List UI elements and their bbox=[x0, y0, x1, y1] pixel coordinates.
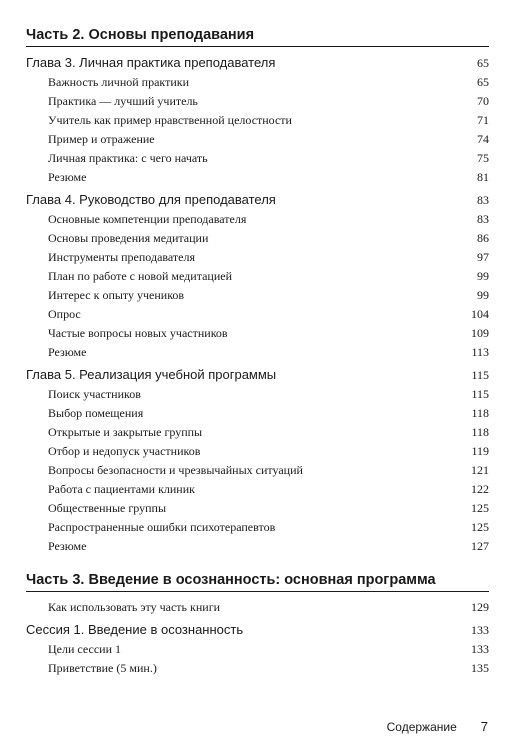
toc-entry bbox=[26, 640, 489, 659]
entry-title: Учитель как пример нравственной целостности bbox=[48, 113, 292, 127]
entry-title: Интерес к опыту учеников bbox=[48, 288, 185, 302]
entry-title: Практика — лучший учитель bbox=[48, 94, 198, 108]
chapter-page: 115 bbox=[471, 368, 489, 382]
entry-title: Отбор и недопуск участников bbox=[48, 444, 201, 458]
entry-title: Опрос bbox=[48, 307, 81, 321]
entry-page: 119 bbox=[471, 444, 489, 458]
entry-title: Вопросы безопасности и чрезвычайных ситуаций bbox=[48, 463, 303, 477]
toc-entry bbox=[26, 210, 489, 229]
entry-page: 118 bbox=[471, 406, 489, 420]
entry-title: Пример и отражение bbox=[48, 132, 155, 146]
toc-entry bbox=[26, 518, 489, 537]
table-of-contents bbox=[26, 26, 489, 678]
entry-page: 129 bbox=[471, 600, 489, 614]
toc-entry bbox=[26, 423, 489, 442]
entry-page: 99 bbox=[477, 269, 489, 283]
entry-title: Работа с пациентами клиник bbox=[48, 482, 195, 496]
toc-entry bbox=[26, 385, 489, 404]
entry-page: 81 bbox=[477, 170, 489, 184]
entry-page: 74 bbox=[477, 132, 489, 146]
entry-page: 99 bbox=[477, 288, 489, 302]
entry-page: 135 bbox=[471, 661, 489, 675]
entry-title: Как использовать эту часть книги bbox=[48, 600, 221, 614]
toc-entry bbox=[26, 168, 489, 187]
entry-page: 97 bbox=[477, 250, 489, 264]
entry-page: 121 bbox=[471, 463, 489, 477]
chapter-title: Глава 4. Руководство для преподавателя bbox=[26, 192, 276, 207]
entry-page: 71 bbox=[477, 113, 489, 127]
chapter-title: Глава 5. Реализация учебной программы bbox=[26, 367, 277, 382]
entry-page: 104 bbox=[471, 307, 489, 321]
toc-entry bbox=[26, 73, 489, 92]
toc-entry bbox=[26, 305, 489, 324]
entry-page: 125 bbox=[471, 501, 489, 515]
toc-entry bbox=[26, 659, 489, 678]
entry-page: 122 bbox=[471, 482, 489, 496]
page-number: 7 bbox=[480, 719, 488, 734]
entry-title: Приветствие (5 мин.) bbox=[48, 661, 157, 675]
toc-entry bbox=[26, 404, 489, 423]
entry-title: План по работе с новой медитацией bbox=[48, 269, 233, 283]
toc-entry bbox=[26, 229, 489, 248]
entry-title: Резюме bbox=[48, 170, 87, 184]
toc-entry bbox=[26, 537, 489, 556]
entry-page: 113 bbox=[471, 345, 489, 359]
entry-page: 125 bbox=[471, 520, 489, 534]
entry-title: Цели сессии 1 bbox=[48, 642, 121, 656]
toc-entry bbox=[26, 111, 489, 130]
entry-page: 65 bbox=[477, 75, 489, 89]
entry-title: Выбор помещения bbox=[48, 406, 144, 420]
entry-title: Личная практика: с чего начать bbox=[48, 151, 208, 165]
chapter-title: Глава 3. Личная практика преподавателя bbox=[26, 55, 276, 70]
toc-entry bbox=[26, 248, 489, 267]
toc-entry bbox=[26, 92, 489, 111]
toc-entry bbox=[26, 149, 489, 168]
toc-entry bbox=[26, 499, 489, 518]
entry-page: 86 bbox=[477, 231, 489, 245]
entry-title: Инструменты преподавателя bbox=[48, 250, 195, 264]
entry-title: Важность личной практики bbox=[48, 75, 190, 89]
entry-title: Открытые и закрытые группы bbox=[48, 425, 203, 439]
entry-page: 115 bbox=[471, 387, 489, 401]
entry-title: Частые вопросы новых участников bbox=[48, 326, 228, 340]
toc-entry bbox=[26, 461, 489, 480]
entry-page: 75 bbox=[477, 151, 489, 165]
entry-title: Основы проведения медитации bbox=[48, 231, 209, 245]
toc-entry bbox=[26, 286, 489, 305]
entry-page: 118 bbox=[471, 425, 489, 439]
session-1-heading bbox=[26, 620, 489, 640]
entry-title: Поиск участников bbox=[48, 387, 141, 401]
chapter-3-heading bbox=[26, 53, 489, 73]
chapter-page: 133 bbox=[471, 623, 489, 637]
entry-title: Распространенные ошибки психотерапевтов bbox=[48, 520, 276, 534]
toc-entry bbox=[26, 442, 489, 461]
part-2-heading: Часть 2. Основы преподавания bbox=[26, 26, 489, 47]
entry-page: 83 bbox=[477, 212, 489, 226]
toc-entry bbox=[26, 324, 489, 343]
entry-title: Основные компетенции преподавателя bbox=[48, 212, 247, 226]
chapter-page: 83 bbox=[477, 193, 489, 207]
entry-title: Общественные группы bbox=[48, 501, 167, 515]
entry-page: 127 bbox=[471, 539, 489, 553]
entry-page: 133 bbox=[471, 642, 489, 656]
entry-title: Резюме bbox=[48, 345, 87, 359]
page-footer bbox=[0, 719, 488, 734]
toc-entry bbox=[26, 130, 489, 149]
footer-label: Содержание bbox=[386, 720, 457, 734]
entry-title: Резюме bbox=[48, 539, 87, 553]
toc-entry bbox=[26, 598, 489, 617]
toc-entry bbox=[26, 343, 489, 362]
part-3-heading: Часть 3. Введение в осознанность: основная программа bbox=[26, 571, 489, 592]
chapter-4-heading bbox=[26, 190, 489, 210]
entry-page: 109 bbox=[471, 326, 489, 340]
toc-entry bbox=[26, 480, 489, 499]
chapter-5-heading bbox=[26, 365, 489, 385]
entry-page: 70 bbox=[477, 94, 489, 108]
chapter-page: 65 bbox=[477, 56, 489, 70]
toc-entry bbox=[26, 267, 489, 286]
chapter-title: Сессия 1. Введение в осознанность bbox=[26, 622, 244, 637]
